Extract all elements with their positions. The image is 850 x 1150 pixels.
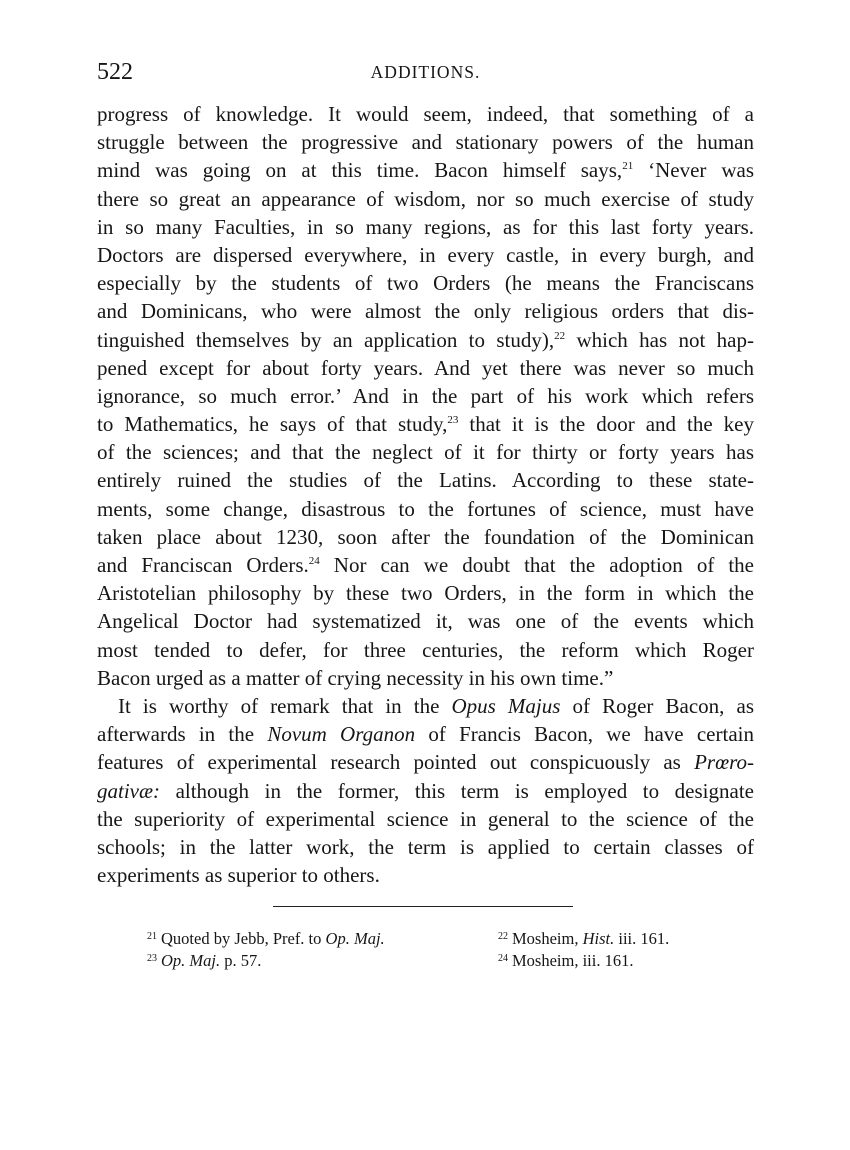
paragraph <box>97 692 754 889</box>
text-line: progress of knowledge. It would seem, indeed, that something of a <box>97 102 754 126</box>
footnote: $^{23}$ Op. Maj. p. 57. <box>147 951 262 970</box>
text-line: of the sciences; and that the neglect of it for thirty or forty years has <box>97 440 754 465</box>
text-line: ignorance, so much error.’ And in the part of his work which refers <box>97 383 754 408</box>
footnote-ref: 22 <box>554 329 566 342</box>
text-line: mind was going on at this time. Bacon himself says,$^{21}$ ‘Never was <box>97 158 755 183</box>
text-line: Bacon urged as a matter of crying necessity in his own time.” <box>97 665 614 690</box>
running-title: ADDITIONS. <box>370 62 481 82</box>
text-line: schools; in the latter work, the term is applied to certain classes of <box>97 834 754 859</box>
text-line: especially by the students of two Orders (he means the Franciscans <box>97 271 754 296</box>
text-line: Doctors are dispersed everywhere, in every castle, in every burgh, and <box>97 242 754 267</box>
text-line: afterwards in the Novum Organon of Francis Bacon, we have certain <box>97 722 754 747</box>
text-line: most tended to defer, for three centuries, the reform which Roger <box>97 637 754 662</box>
text-line: experiments as superior to others. <box>97 863 380 888</box>
text-line: in so many Faculties, in so many regions, as for this last forty years. <box>97 214 754 239</box>
footnote-ref: 21 <box>622 160 634 173</box>
page-header <box>97 59 754 89</box>
paragraph <box>97 100 754 692</box>
text-line: entirely ruined the studies of the Latins. According to these state- <box>97 468 754 493</box>
italic-title: Opus Majus <box>451 693 561 718</box>
text-line: features of experimental research pointed out conspicuously as Prœro- <box>97 750 754 775</box>
footnote: $^{22}$ Mosheim, Hist. iii. 161. <box>498 929 670 948</box>
italic-title: Novum Organon <box>267 722 416 747</box>
text-line: and Dominicans, who were almost the only religious orders that dis- <box>97 299 754 324</box>
text-line: and Franciscan Orders.$^{24}$ Nor can we doubt that the adoption of the <box>97 553 755 577</box>
footnote-ref: 23 <box>447 414 459 427</box>
text-line: there so great an appearance of wisdom, nor so much exercise of study <box>97 186 754 211</box>
footnote-divider <box>273 906 573 907</box>
italic-term: gativæ: <box>97 778 160 803</box>
text-line: to Mathematics, he says of that study,$^{23}$ that it is the door and the key <box>97 412 754 437</box>
body-text <box>97 100 754 889</box>
text-line: It is worthy of remark that in the Opus Majus of Roger Bacon, as <box>118 693 754 718</box>
text-line: Aristotelian philosophy by these two Orders, in the form in which the <box>97 581 754 606</box>
text-line: ments, some change, disastrous to the fortunes of science, must have <box>97 496 754 521</box>
text-line: the superiority of experimental science in general to the science of the <box>97 806 754 831</box>
footnote: $^{21}$ Quoted by Jebb, Pref. to Op. Maj. <box>147 929 385 948</box>
text-line: taken place about 1230, soon after the foundation of the Dominican <box>97 524 754 549</box>
text-line: tinguished themselves by an application to study),$^{22}$ which has not hap- <box>97 327 754 352</box>
footnote: $^{24}$ Mosheim, iii. 161. <box>498 951 634 970</box>
page-number: 522 <box>97 59 133 85</box>
footnote-ref: 24 <box>308 555 320 567</box>
text-line: struggle between the progressive and stationary powers of the human <box>97 130 754 155</box>
italic-term: Prœro- <box>694 750 754 775</box>
text-line: pened except for about forty years. And yet there was never so much <box>97 355 754 380</box>
text-line: Angelical Doctor had systematized it, was one of the events which <box>97 609 754 634</box>
text-line: gativæ: although in the former, this term is employed to designate <box>97 778 754 803</box>
